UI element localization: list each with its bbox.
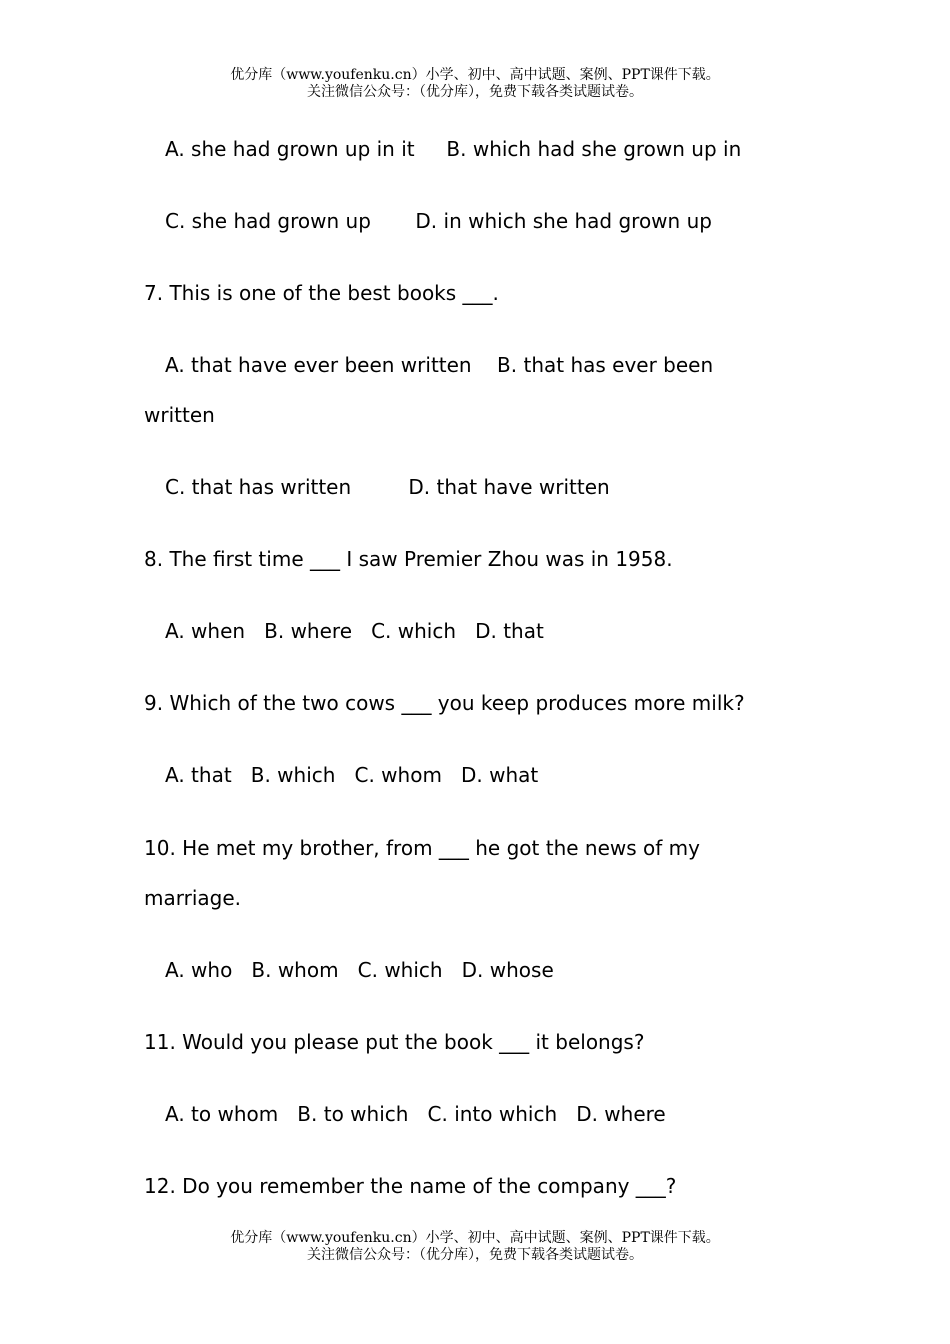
q10-stem-continued: marriage. [144, 886, 242, 910]
q8-stem: 8. The first time ___ I saw Premier Zhou was in 1958. [144, 547, 673, 571]
header-line-1: 优分库（www.youfenku.cn）小学、初中、高中试题、案例、PPT课件下载。 [230, 67, 720, 83]
q7-options-ab-continued: written [144, 403, 215, 427]
page-footer [0, 1230, 950, 1264]
q10-stem: 10. He met my brother, from ___ he got the news of my [144, 836, 700, 860]
q9-stem: 9. Which of the two cows ___ you keep produces more milk? [144, 691, 745, 715]
page-header [0, 67, 950, 101]
footer-line-1: 优分库（www.youfenku.cn）小学、初中、高中试题、案例、PPT课件下载。 [230, 1230, 720, 1246]
q11-stem: 11. Would you please put the book ___ it belongs? [144, 1030, 645, 1054]
q7-options-cd: C. that has written D. that have written [165, 475, 610, 499]
header-line-2: 关注微信公众号：（优分库），免费下载各类试题试卷。 [307, 84, 643, 100]
q7-stem: 7. This is one of the best books ___. [144, 281, 499, 305]
q6-options-cd: C. she had grown up D. in which she had grown up [165, 209, 712, 233]
q10-options: A. who B. whom C. which D. whose [165, 958, 554, 982]
q9-options: A. that B. which C. whom D. what [165, 763, 539, 787]
q12-stem: 12. Do you remember the name of the company ___? [144, 1174, 677, 1198]
q7-options-ab: A. that have ever been written B. that has ever been [165, 353, 714, 377]
footer-line-2: 关注微信公众号：（优分库），免费下载各类试题试卷。 [307, 1247, 643, 1263]
q11-options: A. to whom B. to which C. into which D. where [165, 1102, 666, 1126]
q6-options-ab: A. she had grown up in it B. which had she grown up in [165, 137, 742, 161]
q8-options: A. when B. where C. which D. that [165, 619, 544, 643]
